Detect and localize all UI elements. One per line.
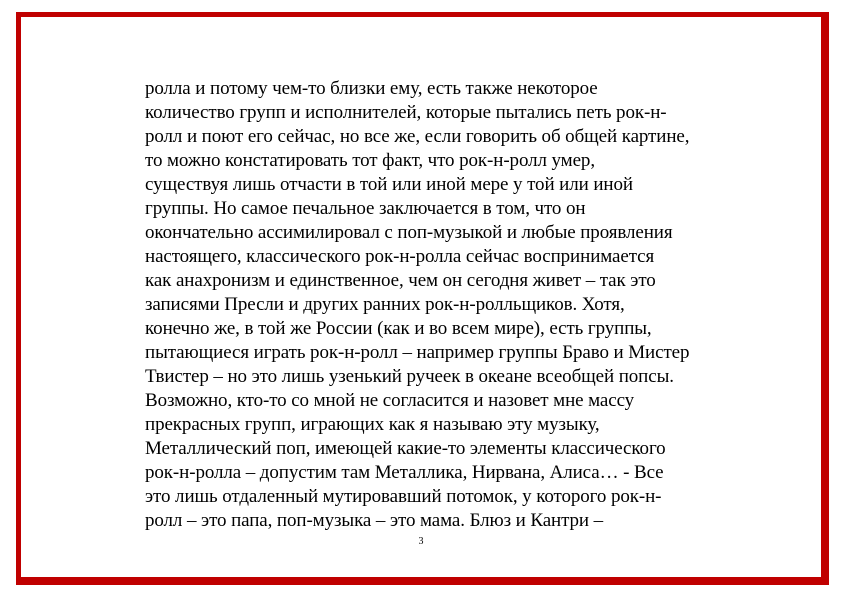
text-line: как анахронизм и единственное, чем он сегодня живет – так это xyxy=(145,270,656,291)
text-line: ролл и поют его сейчас, но все же, если говорить об общей картине, xyxy=(145,126,690,147)
text-line: прекрасных групп, играющих как я называю эту музыку, xyxy=(145,414,600,435)
text-line: Возможно, кто-то со мной не согласится и назовет мне массу xyxy=(145,390,635,411)
text-line: окончательно ассимилировал с поп-музыкой и любые проявления xyxy=(145,222,673,243)
text-line: пытающиеся играть рок-н-ролл – например группы Браво и Мистер xyxy=(145,342,690,363)
text-line: настоящего, классического рок-н-ролла сейчас воспринимается xyxy=(145,246,655,267)
text-line: существуя лишь отчасти в той или иной мере у той или иной xyxy=(145,174,633,195)
text-line: это лишь отдаленный мутировавший потомок, у которого рок-н- xyxy=(145,486,662,507)
text-line: количество групп и исполнителей, которые пытались петь рок-н- xyxy=(145,102,667,123)
text-line: то можно констатировать тот факт, что рок-н-ролл умер, xyxy=(145,150,595,171)
page-number: 3 xyxy=(418,536,424,547)
text-line: Твистер – но это лишь узенький ручеек в океане всеобщей попсы. xyxy=(145,366,674,387)
text-line: ролла и потому чем-то близки ему, есть также некоторое xyxy=(145,78,598,99)
text-line: рок-н-ролла – допустим там Металлика, Нирвана, Алиса… - Все xyxy=(145,462,664,483)
text-line: записями Пресли и других ранних рок-н-ролльщиков. Хотя, xyxy=(145,294,625,315)
text-line: Металлический поп, имеющей какие-то элементы классического xyxy=(145,438,666,459)
text-line: ролл – это папа, поп-музыка – это мама. Блюз и Кантри – xyxy=(145,510,604,531)
body-text xyxy=(145,77,725,533)
text-line: группы. Но самое печальное заключается в том, что он xyxy=(145,198,586,219)
text-line: конечно же, в той же России (как и во всем мире), есть группы, xyxy=(145,318,652,339)
